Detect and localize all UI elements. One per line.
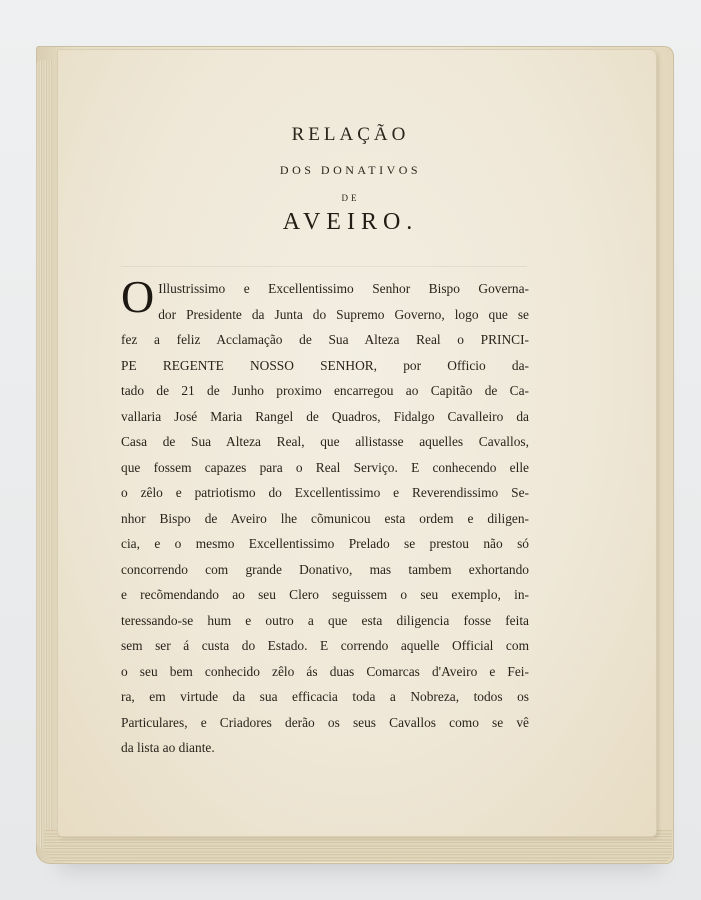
text-line: o seu bem conhecido zêlo ás duas Comarcas d'Aveiro e Fei- (121, 663, 529, 679)
text-line: vallaria José Maria Rangel de Quadros, Fidalgo Cavalleiro da (121, 408, 529, 424)
text-line: ra, em virtude da sua efficacia toda a Nobreza, todos os (121, 689, 529, 704)
text-line: cia, e o mesmo Excellentissimo Prelado se prestou não só (121, 536, 529, 551)
title-line-4: AVEIRO. (282, 209, 419, 235)
text-line: que fossem capazes para o Real Serviço. E conhecendo elle (121, 459, 529, 475)
page-edges-left (36, 60, 54, 850)
text-line: e recõmendando ao seu Clero seguissem o seu exemplo, in- (121, 587, 529, 602)
text-line: sem ser á custa do Estado. E correndo aquelle Official com (121, 638, 529, 653)
title-line-2: DOS DONATIVOS (279, 163, 422, 177)
faint-divider (121, 266, 527, 267)
body-text (121, 271, 529, 761)
title-line-1: RELAÇÃO (291, 124, 410, 145)
text-line: Casa de Sua Alteza Real, que allistasse aquelles Cavallos, (121, 434, 529, 449)
text-line: Particulares, e Criadores derão os seus Cavallos como se vê (121, 714, 529, 730)
text-line: fez a feliz Acclamação de Sua Alteza Real o PRINCI- (121, 332, 529, 347)
text-line: tado de 21 de Junho proximo encarregou ao Capitão de Ca- (121, 383, 529, 398)
text-line: nhor Bispo de Aveiro lhe cõmunicou esta ordem e diligen- (121, 510, 529, 526)
text-line: da lista ao diante. (121, 740, 215, 755)
text-line: dor Presidente da Junta do Supremo Governo, logo que se (158, 306, 529, 322)
text-line: PE REGENTE NOSSO SENHOR, por Officio da- (121, 357, 529, 373)
title-line-3: DE (341, 193, 360, 203)
drop-cap: O (121, 271, 155, 322)
text-line: o zêlo e patriotismo do Excellentissimo e Reverendissimo Se- (121, 485, 529, 500)
text-line: teressando-se hum e outro a que esta diligencia fosse feita (121, 612, 529, 628)
text-line: Illustrissimo e Excellentissimo Senhor Bispo Governa- (158, 281, 529, 296)
text-line: concorrendo com grande Donativo, mas tambem exhortando (121, 561, 529, 577)
